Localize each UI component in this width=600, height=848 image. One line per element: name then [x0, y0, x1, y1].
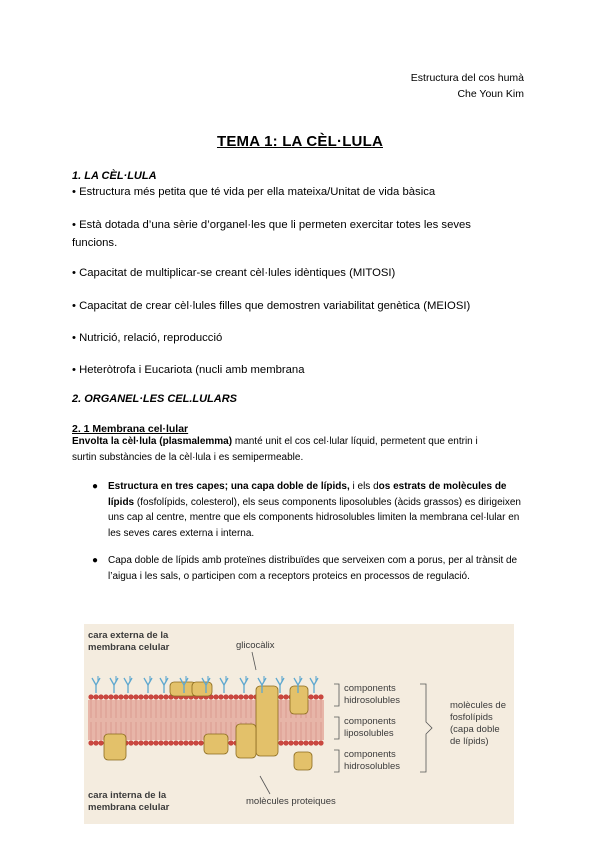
section2-heading: 2. ORGANEL·LES CEL.LULARS — [72, 393, 238, 405]
lipid-head — [308, 740, 313, 745]
bullet-structure: • Estructura més petita que té vida per ella mateixa/Unitat de vida bàsica — [72, 186, 436, 198]
protein-molecule — [104, 734, 126, 760]
lipid-head — [88, 740, 93, 745]
lipid-head — [98, 694, 103, 699]
label-outer-face-2: membrana celular — [88, 642, 170, 653]
membrane-intro-line2: surtin substàncies de la cèl·lula i es semipermeable. — [72, 452, 304, 463]
membrane-subheading: 2. 1 Membrana cel·lular — [72, 423, 189, 435]
header-subject: Estructura del cos humà — [410, 72, 524, 84]
membrane-intro-rest: manté unit el cos cel·lular líquid, permetent que entrin i — [232, 436, 478, 447]
label-inner-face: cara interna de la — [88, 790, 167, 801]
lipid-head — [198, 740, 203, 745]
label-glycocalyx: glicocàlix — [236, 640, 275, 651]
list-item — [92, 553, 528, 584]
lipid-head — [283, 694, 288, 699]
lipid-head — [238, 694, 243, 699]
lipid-head — [88, 694, 93, 699]
bullet-organelles: • Està dotada d’una sèrie d’organel·les que li permeten exercitar totes les seves — [72, 219, 471, 231]
lipid-head — [93, 694, 98, 699]
lipid-head — [133, 694, 138, 699]
lipid-head — [98, 740, 103, 745]
label-hydro-top: components — [344, 683, 396, 694]
item1-bold2: os estrats de molècules de lípids — [108, 481, 507, 508]
lipid-head — [153, 694, 158, 699]
label-lipo: components — [344, 716, 396, 727]
lipid-head — [183, 740, 188, 745]
lipid-head — [128, 740, 133, 745]
section1-heading: 1. LA CÈL·LULA — [72, 170, 157, 182]
lipid-head — [193, 740, 198, 745]
lipid-head — [173, 740, 178, 745]
lipid-head — [148, 694, 153, 699]
label-phospholipids-4: de lípids) — [450, 736, 489, 747]
lipid-head — [228, 694, 233, 699]
bullet-heterotroph: • Heteròtrofa i Eucariota (nucli amb membrana — [72, 364, 305, 376]
lipid-head — [138, 740, 143, 745]
label-hydro-bottom-2: hidrosolubles — [344, 761, 400, 772]
lipid-head — [143, 694, 148, 699]
bullet-organelles-cont: funcions. — [72, 237, 118, 249]
protein-molecule — [192, 682, 212, 696]
label-hydro-top-2: hidrosolubles — [344, 695, 400, 706]
label-hydro-bottom: components — [344, 749, 396, 760]
lipid-head — [128, 694, 133, 699]
list-item — [92, 479, 528, 541]
lipid-head — [133, 740, 138, 745]
protein-molecule — [294, 752, 312, 770]
label-phospholipids-3: (capa doble — [450, 724, 500, 735]
lipid-head — [168, 740, 173, 745]
lipid-head — [313, 740, 318, 745]
lipid-head — [278, 694, 283, 699]
lipid-head — [303, 740, 308, 745]
lipid-head — [163, 694, 168, 699]
protein-molecule — [290, 686, 308, 714]
cell-membrane-figure — [84, 624, 514, 824]
lipid-head — [188, 740, 193, 745]
lipid-head — [108, 694, 113, 699]
protein-molecule — [204, 734, 228, 754]
lipid-head — [163, 740, 168, 745]
lipid-head — [288, 740, 293, 745]
bullet-dot-icon: ● — [92, 481, 99, 492]
protein-molecule — [236, 724, 256, 758]
lipid-head — [123, 694, 128, 699]
item1-text1: i els d — [349, 481, 379, 492]
lipid-head — [243, 694, 248, 699]
lipid-head — [118, 694, 123, 699]
page-title: TEMA 1: LA CÈL·LULA — [216, 133, 383, 150]
lipid-head — [218, 694, 223, 699]
lipid-head — [93, 740, 98, 745]
lipid-head — [213, 694, 218, 699]
lipid-head — [178, 740, 183, 745]
lipid-head — [233, 694, 238, 699]
lipid-head — [103, 694, 108, 699]
protein-molecule — [256, 686, 278, 756]
lipid-head — [298, 740, 303, 745]
lipid-head — [143, 740, 148, 745]
label-phospholipids: molècules de — [450, 700, 506, 711]
lipid-head — [318, 694, 323, 699]
item1-bold1: Estructura en tres capes; una capa doble de lípids, — [108, 481, 350, 492]
header-author: Che Youn Kim — [457, 88, 524, 100]
lipid-head — [158, 694, 163, 699]
lipid-head — [223, 694, 228, 699]
label-outer-face: cara externa de la — [88, 630, 169, 641]
bullet-mitosis: • Capacitat de multiplicar-se creant cèl·lules idèntiques (MITOSI) — [72, 267, 396, 279]
label-phospholipids-2: fosfolípids — [450, 712, 493, 723]
lipid-head — [318, 740, 323, 745]
lipid-head — [283, 740, 288, 745]
lipid-head — [278, 740, 283, 745]
lipid-head — [228, 740, 233, 745]
label-protein-molecules: molècules proteiques — [246, 796, 336, 807]
label-inner-face-2: membrana celular — [88, 802, 170, 813]
lipid-head — [148, 740, 153, 745]
lipid-head — [293, 740, 298, 745]
item2-text: Capa doble de lípids amb proteïnes distribuïdes que serveixen com a porus, per al trànsit de l’aigua i les sals, o participen com a receptors proteics en processos de regulació. — [108, 555, 518, 582]
membrane-intro — [72, 434, 532, 449]
lipid-head — [113, 694, 118, 699]
lipid-head — [158, 740, 163, 745]
lipid-head — [248, 694, 253, 699]
lipid-head — [153, 740, 158, 745]
bullet-meiosis: • Capacitat de crear cèl·lules filles que demostren variabilitat genètica (MEIOSI) — [72, 300, 471, 312]
bullet-nutrition: • Nutrició, relació, reproducció — [72, 332, 223, 344]
lipid-head — [138, 694, 143, 699]
label-lipo-2: liposolubles — [344, 728, 394, 739]
lipid-head — [308, 694, 313, 699]
lipid-head — [313, 694, 318, 699]
item1-text2: (fosfolípids, colesterol), els seus components liposolubles (àcids grassos) es dirigeixen uns cap al centre, mentre que els components hidrosolubles limiten la membrana cel·lular en les seves cares externa i interna. — [108, 496, 521, 539]
membrane-intro-bold: Envolta la cèl·lula (plasmalemma) — [72, 436, 233, 447]
bullet-dot-icon: ● — [92, 555, 99, 566]
